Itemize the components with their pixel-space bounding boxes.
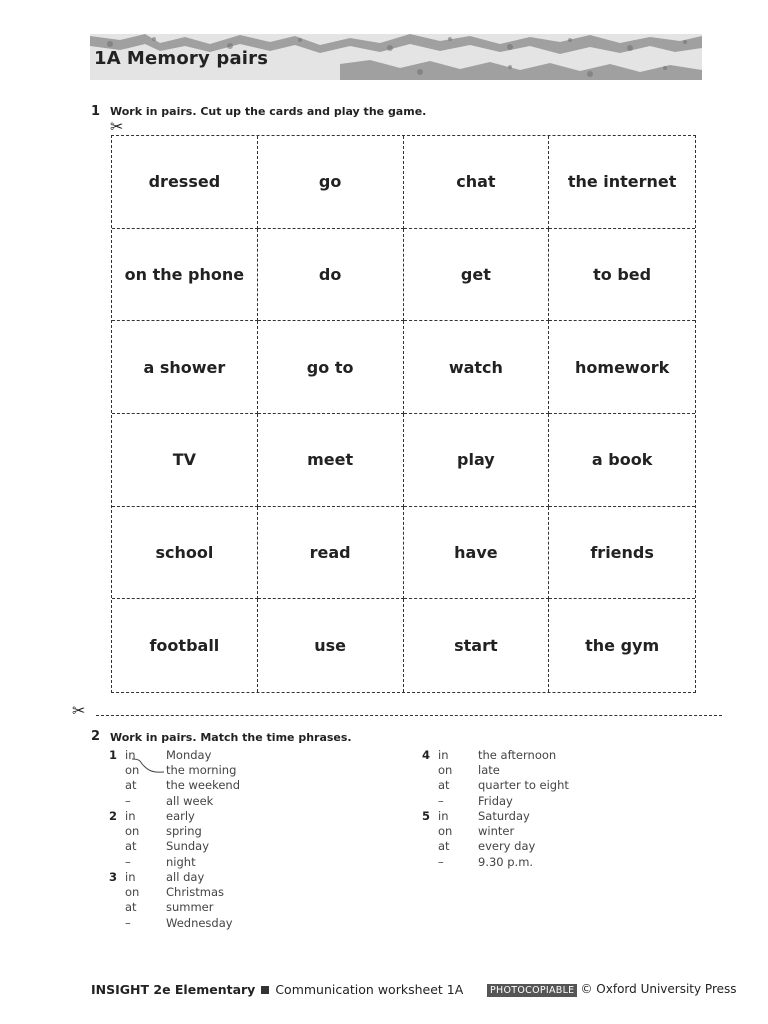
task2-instruction: Work in pairs. Match the time phrases. bbox=[110, 731, 352, 744]
time-phrase: quarter to eight bbox=[478, 778, 569, 793]
match-row bbox=[109, 900, 369, 915]
preposition: at bbox=[438, 778, 450, 793]
word-card: dressed bbox=[112, 136, 258, 229]
task1-instruction: Work in pairs. Cut up the cards and play the game. bbox=[110, 105, 427, 118]
time-phrase: Saturday bbox=[478, 809, 530, 823]
preposition: in bbox=[438, 748, 449, 762]
word-card: meet bbox=[258, 414, 404, 507]
match-row bbox=[109, 870, 369, 885]
preposition: – bbox=[125, 854, 131, 869]
footer-brand: INSIGHT 2e Elementary bbox=[91, 982, 256, 997]
example-match-line bbox=[130, 757, 170, 775]
preposition: – bbox=[125, 915, 131, 930]
scissors-icon: ✂ bbox=[110, 117, 124, 136]
match-row bbox=[422, 809, 682, 824]
preposition: on bbox=[438, 763, 453, 778]
time-phrase: 9.30 p.m. bbox=[478, 854, 534, 869]
copyright bbox=[487, 982, 737, 996]
preposition: – bbox=[438, 793, 444, 808]
match-row bbox=[109, 778, 369, 793]
word-card: play bbox=[404, 414, 550, 507]
match-row bbox=[109, 809, 369, 824]
group-number: 5 bbox=[422, 809, 431, 823]
time-phrase: the weekend bbox=[166, 778, 240, 793]
word-card: use bbox=[258, 599, 404, 692]
match-row bbox=[422, 763, 682, 778]
title-text: Memory pairs bbox=[126, 48, 269, 69]
preposition: on bbox=[125, 885, 140, 900]
preposition: at bbox=[125, 839, 137, 854]
time-phrase: night bbox=[166, 854, 196, 869]
match-row bbox=[109, 824, 369, 839]
preposition: at bbox=[438, 839, 450, 854]
preposition: at bbox=[125, 778, 137, 793]
group-number: 1 bbox=[109, 748, 118, 762]
preposition: on bbox=[438, 824, 453, 839]
task2-number: 2 bbox=[91, 729, 101, 744]
word-card: go to bbox=[258, 321, 404, 414]
word-card: school bbox=[112, 507, 258, 600]
preposition: on bbox=[125, 824, 140, 839]
group-number: 4 bbox=[422, 748, 431, 762]
word-card: watch bbox=[404, 321, 550, 414]
word-card: a book bbox=[549, 414, 695, 507]
match-column-right bbox=[422, 748, 682, 878]
footer-worksheet: Communication worksheet 1A bbox=[275, 982, 464, 997]
unit-code: 1A bbox=[94, 48, 121, 69]
word-card: the internet bbox=[549, 136, 695, 229]
time-phrase: spring bbox=[166, 824, 202, 839]
card-grid bbox=[111, 135, 696, 693]
time-phrase: Friday bbox=[478, 793, 513, 808]
photocopiable-badge: PHOTOCOPIABLE bbox=[487, 984, 577, 997]
time-phrase: winter bbox=[478, 824, 515, 839]
group-number: 2 bbox=[109, 809, 118, 823]
match-row bbox=[422, 824, 682, 839]
word-card: do bbox=[258, 229, 404, 322]
word-card: go bbox=[258, 136, 404, 229]
word-card: TV bbox=[112, 414, 258, 507]
word-card: a shower bbox=[112, 321, 258, 414]
publisher: © Oxford University Press bbox=[580, 982, 737, 996]
match-row bbox=[109, 855, 369, 870]
match-row bbox=[422, 839, 682, 854]
time-phrase: Monday bbox=[166, 748, 212, 762]
match-row bbox=[422, 748, 682, 763]
match-row bbox=[422, 855, 682, 870]
match-column-left bbox=[109, 748, 369, 938]
time-phrase: Christmas bbox=[166, 885, 224, 900]
match-row bbox=[109, 916, 369, 931]
preposition: at bbox=[125, 900, 137, 915]
word-card: on the phone bbox=[112, 229, 258, 322]
time-phrase: all week bbox=[166, 793, 214, 808]
word-card: friends bbox=[549, 507, 695, 600]
word-card: get bbox=[404, 229, 550, 322]
match-row bbox=[109, 885, 369, 900]
preposition: in bbox=[438, 809, 449, 823]
cut-line bbox=[96, 715, 722, 716]
word-card: to bed bbox=[549, 229, 695, 322]
preposition: on bbox=[125, 763, 140, 778]
match-row bbox=[422, 778, 682, 793]
task1-number: 1 bbox=[91, 104, 101, 119]
group-number: 3 bbox=[109, 870, 118, 884]
time-phrase: Sunday bbox=[166, 839, 210, 854]
word-card: chat bbox=[404, 136, 550, 229]
preposition: – bbox=[438, 854, 444, 869]
time-phrase: every day bbox=[478, 839, 536, 854]
time-phrase: early bbox=[166, 809, 195, 823]
footer bbox=[91, 982, 463, 997]
match-row bbox=[109, 839, 369, 854]
word-card: homework bbox=[549, 321, 695, 414]
separator-square-icon bbox=[261, 986, 269, 994]
time-phrase: Wednesday bbox=[166, 915, 233, 930]
word-card: start bbox=[404, 599, 550, 692]
scissors-icon: ✂ bbox=[72, 701, 86, 720]
time-phrase: summer bbox=[166, 900, 214, 915]
preposition: in bbox=[125, 809, 136, 823]
page-title bbox=[94, 48, 268, 69]
word-card: football bbox=[112, 599, 258, 692]
time-phrase: all day bbox=[166, 870, 205, 884]
preposition: – bbox=[125, 793, 131, 808]
preposition: in bbox=[125, 748, 136, 762]
time-phrase: the morning bbox=[166, 763, 237, 778]
match-row bbox=[109, 794, 369, 809]
word-card: the gym bbox=[585, 636, 660, 656]
time-phrase: the afternoon bbox=[478, 748, 557, 762]
word-card: read bbox=[258, 507, 404, 600]
time-phrase: late bbox=[478, 763, 500, 778]
word-card: have bbox=[404, 507, 550, 600]
preposition: in bbox=[125, 870, 136, 884]
match-row bbox=[422, 794, 682, 809]
